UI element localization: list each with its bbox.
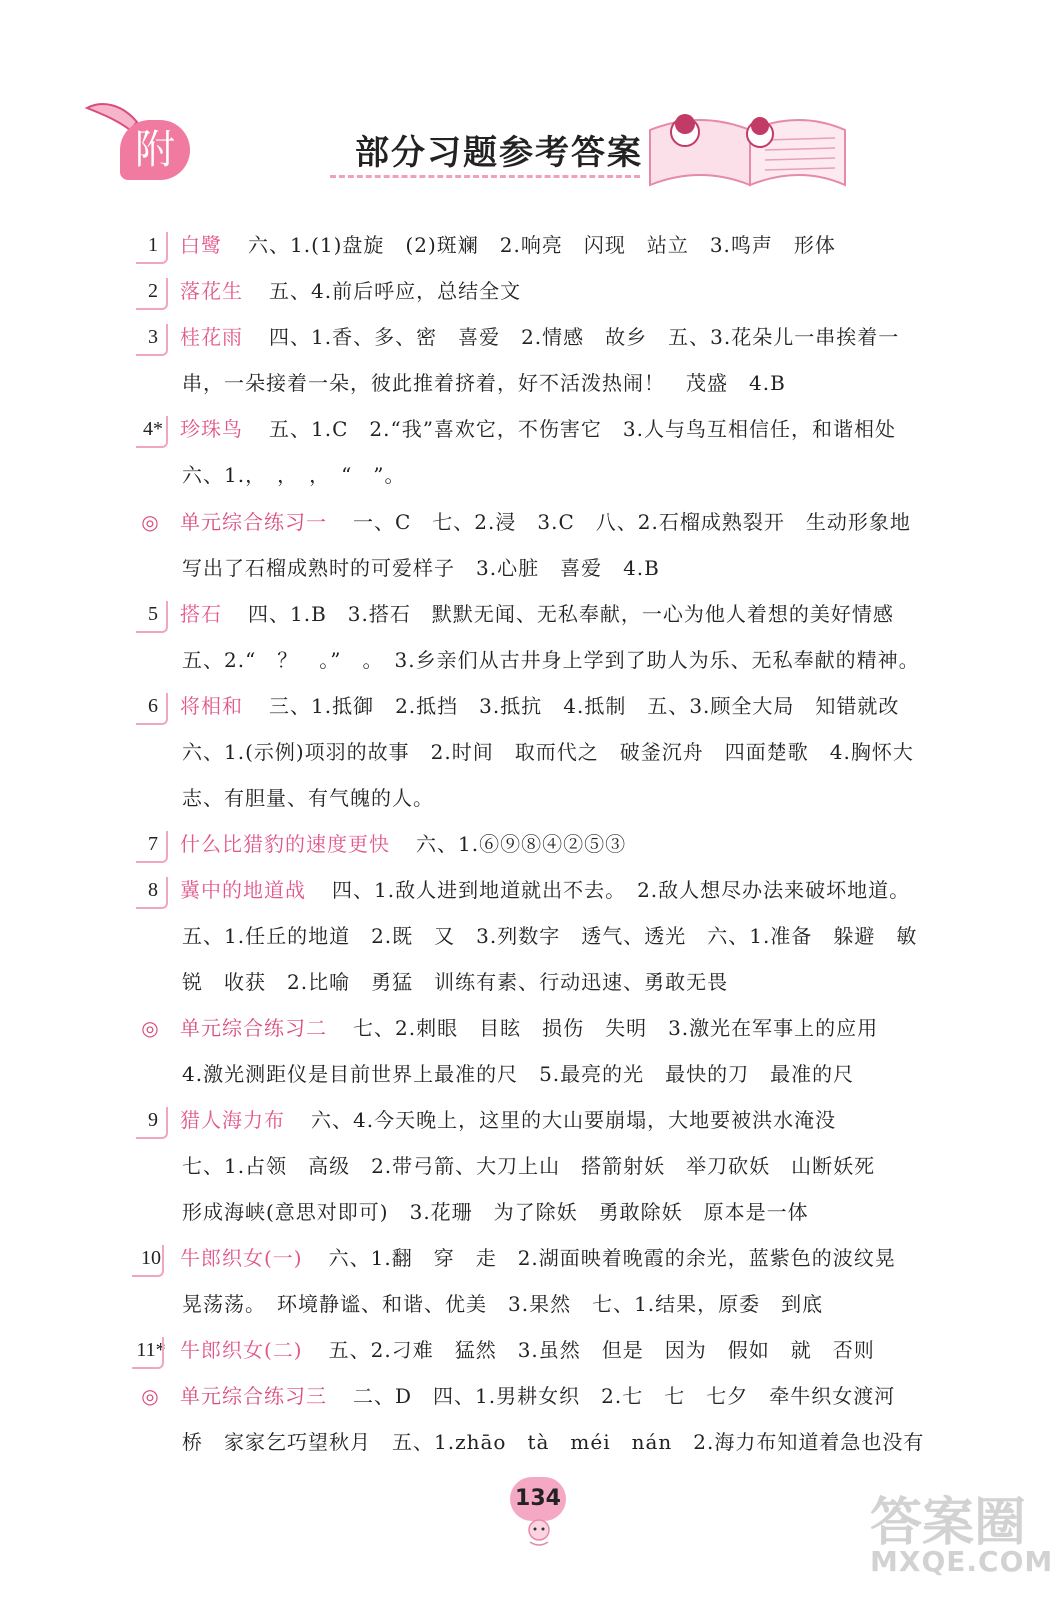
- lesson-number: 6: [136, 691, 170, 721]
- answer-text: 形成海峡(意思对即可) 3.花珊 为了除妖 勇敢除妖 原本是一体: [182, 1200, 809, 1224]
- page-title: 部分习题参考答案: [355, 133, 643, 173]
- answer-text: 二、D 四、1.男耕女织 2.七 七 七夕 牵牛织女渡河: [353, 1384, 896, 1408]
- lesson-number: 4*: [136, 414, 170, 444]
- appendix-badge: 附: [120, 120, 190, 180]
- lesson-title: 搭石: [180, 602, 222, 626]
- unit-title: 单元综合练习二: [180, 1016, 327, 1040]
- book-illustration-icon: [640, 100, 850, 190]
- answer-text: 五、4.前后呼应，总结全文: [269, 279, 522, 303]
- answer-text: 晃荡荡。 环境静谧、和谐、优美 3.果然 七、1.结果，原委 到底: [182, 1292, 824, 1316]
- answer-text: 六、1.(示例)项羽的故事 2.时间 取而代之 破釜沉舟 四面楚歌 4.胸怀大: [182, 740, 914, 764]
- lesson-title: 猎人海力布: [180, 1108, 285, 1132]
- lesson-number: 2: [136, 276, 170, 306]
- unit-title: 单元综合练习一: [180, 510, 327, 534]
- page-header: [0, 80, 1061, 200]
- lesson-title: 牛郎织女(一): [180, 1246, 303, 1270]
- title-underline: [330, 175, 640, 178]
- lesson-title: 珍珠鸟: [180, 417, 243, 441]
- unit-marker-icon: ◎: [141, 1016, 159, 1040]
- watermark-url: MXQE.COM: [870, 1545, 1054, 1578]
- answer-text: 4.激光测距仪是目前世界上最准的尺 5.最亮的光 最快的刀 最准的尺: [182, 1062, 855, 1086]
- answer-text: 六、4.今天晚上，这里的大山要崩塌，大地要被洪水淹没: [311, 1108, 837, 1132]
- answer-text: 五、1.C 2.“我”喜欢它，不伤害它 3.人与鸟互相信任，和谐相处: [269, 417, 896, 441]
- lesson-title: 冀中的地道战: [180, 878, 306, 902]
- lesson-title: 将相和: [180, 694, 243, 718]
- answer-text: 四、1.B 3.搭石 默默无闻、无私奉献，一心为他人着想的美好情感: [248, 602, 894, 626]
- watermark-logo: 答案圈: [870, 1493, 1027, 1553]
- unit-marker-icon: ◎: [141, 1384, 159, 1408]
- lesson-number: 7: [136, 829, 170, 859]
- unit-marker-icon: ◎: [141, 510, 159, 534]
- lesson-number: 9: [136, 1105, 170, 1135]
- unit-title: 单元综合练习三: [180, 1384, 327, 1408]
- lesson-number: 11*: [132, 1335, 170, 1365]
- lesson-title: 落花生: [180, 279, 243, 303]
- answer-text: 桥 家家乞巧望秋月 五、1.zhāo tà méi nán 2.海力布知道着急也没有: [182, 1430, 925, 1454]
- lesson-number: 3: [136, 322, 170, 352]
- answer-text: 写出了石榴成熟时的可爱样子 3.心脏 喜爱 4.B: [182, 556, 660, 580]
- answer-text: 六、1.(1)盘旋 (2)斑斓 2.响亮 闪现 站立 3.鸣声 形体: [248, 233, 836, 257]
- answer-text: 五、2.“ ？ 。” 。 3.乡亲们从古井身上学到了助人为乐、无私奉献的精神。: [182, 648, 920, 672]
- answer-text: 志、有胆量、有气魄的人。: [182, 786, 434, 810]
- lesson-number: 1: [136, 230, 170, 260]
- answer-text: 七、2.刺眼 目眩 损伤 失明 3.激光在军事上的应用: [353, 1016, 879, 1040]
- watermark: [870, 1480, 1054, 1590]
- lesson-number: 8: [136, 875, 170, 905]
- answer-text: 六、1.翻 穿 走 2.湖面映着晚霞的余光，蓝紫色的波纹晃: [328, 1246, 896, 1270]
- lesson-number: 5: [136, 599, 170, 629]
- mascot-icon: [522, 1518, 556, 1548]
- page-number: 134: [510, 1477, 566, 1521]
- answer-text: 串，一朵接着一朵，彼此推着挤着，好不活泼热闹！ 茂盛 4.B: [182, 371, 786, 395]
- answer-text: 锐 收获 2.比喻 勇猛 训练有素、行动迅速、勇敢无畏: [182, 970, 729, 994]
- lesson-title: 牛郎织女(二): [180, 1338, 303, 1362]
- answer-text: 五、1.任丘的地道 2.既 又 3.列数字 透气、透光 六、1.准备 躲避 敏: [182, 924, 918, 948]
- answer-text: 五、2.刁难 猛然 3.虽然 但是 因为 假如 就 否则: [328, 1338, 875, 1362]
- answer-text: 四、1.敌人进到地道就出不去。 2.敌人想尽办法来破坏地道。: [332, 878, 911, 902]
- answer-text: 七、1.占领 高级 2.带弓箭、大刀上山 搭箭射妖 举刀砍妖 山断妖死: [182, 1154, 876, 1178]
- answer-text: 六、1.， ， ， “ ”。: [182, 463, 406, 487]
- lesson-title: 什么比猎豹的速度更快: [180, 832, 390, 856]
- lesson-number: 10: [132, 1243, 170, 1273]
- answer-text: 四、1.香、多、密 喜爱 2.情感 故乡 五、3.花朵儿一串挨着一: [269, 325, 900, 349]
- lesson-title: 桂花雨: [180, 325, 243, 349]
- answer-text: 一、C 七、2.浸 3.C 八、2.石榴成熟裂开 生动形象地: [353, 510, 911, 534]
- answer-text: 三、1.抵御 2.抵挡 3.抵抗 4.抵制 五、3.顾全大局 知错就改: [269, 694, 900, 718]
- lesson-title: 白鹭: [180, 233, 222, 257]
- answer-text: 六、1.⑥⑨⑧④②⑤③: [416, 832, 627, 856]
